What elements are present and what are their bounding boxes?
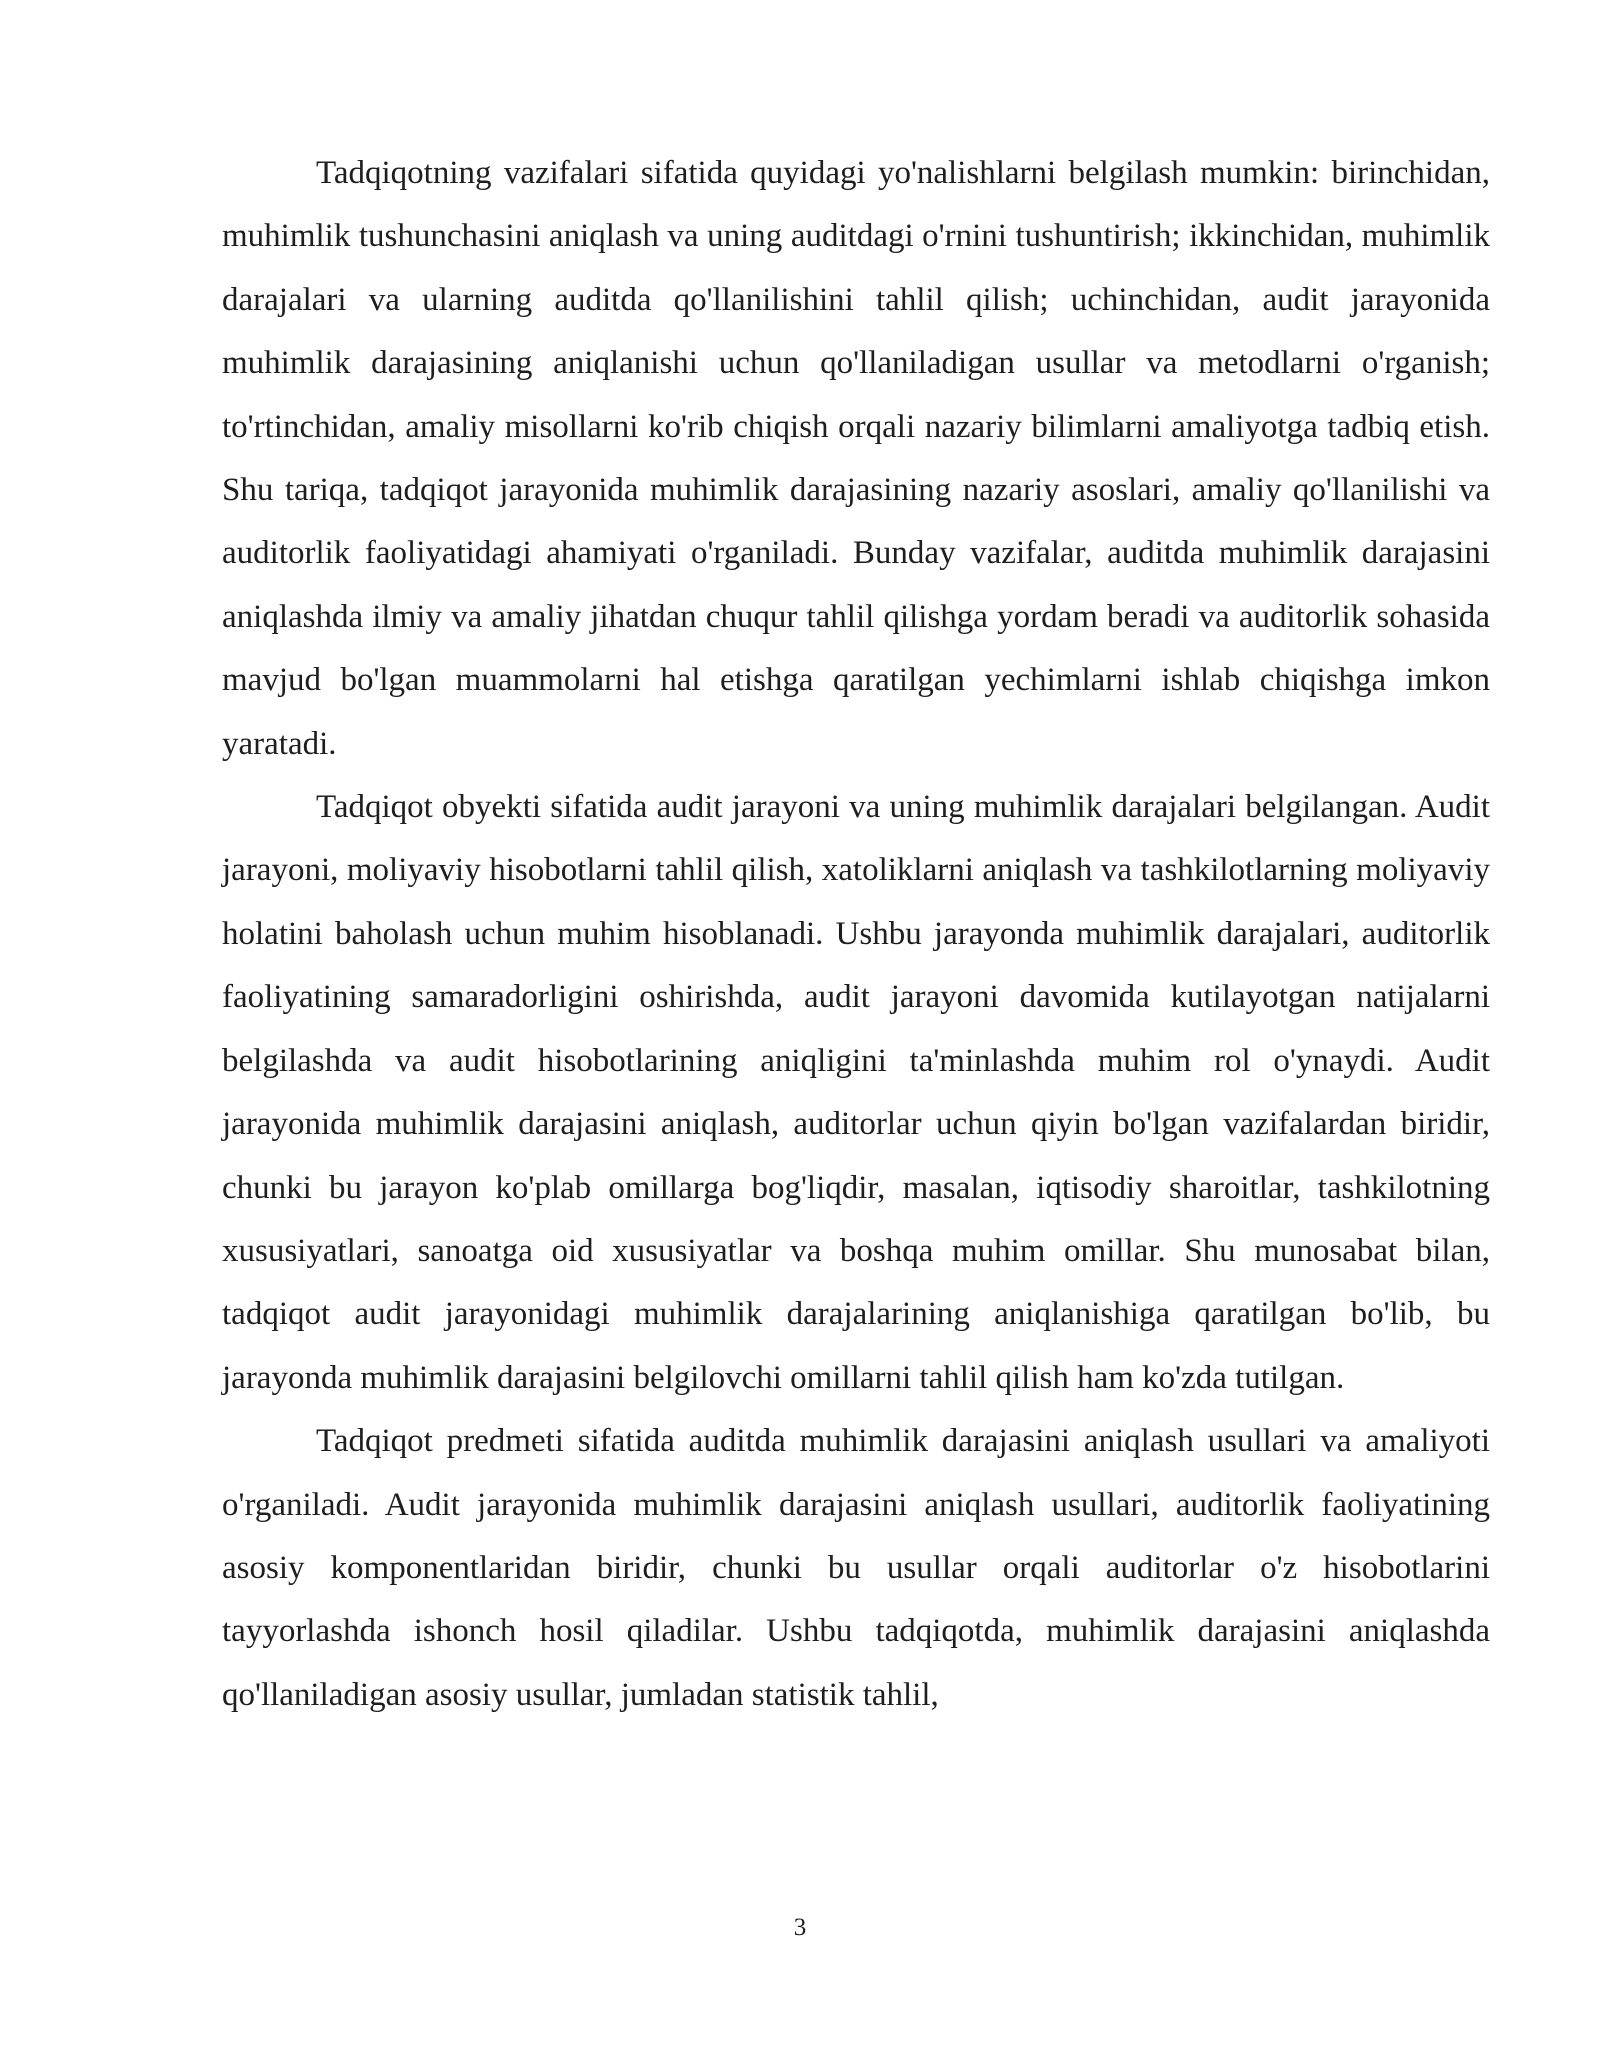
body-text — [222, 142, 1490, 1727]
paragraph-subject: Tadqiqot predmeti sifatida auditda muhimlik darajasini aniqlash usullari va amaliyoti o'rganiladi. Audit jarayonida muhimlik darajasini aniqlash usullari, auditorlik faoliyatining asosiy komponentlaridan biridir, chunki bu usullar orqali auditorlar o'z hisobotlarini tayyorlashda ishonch hosil qiladilar. Ushbu tadqiqotda, muhimlik darajasini aniqlashda qo'llaniladigan asosiy usullar, jumladan statistik tahlil, — [222, 1423, 1490, 1713]
paragraph-object: Tadqiqot obyekti sifatida audit jarayoni va uning muhimlik darajalari belgilangan. Audit jarayoni, moliyaviy hisobotlarni tahlil qilish, xatoliklarni aniqlash va tashkilotlarning moliyaviy holatini baholash uchun muhim hisoblanadi. Ushbu jarayonda muhimlik darajalari, auditorlik faoliyatining samaradorligini oshirishda, audit jarayoni davomida kutilayotgan natijalarni belgilashda va audit hisobotlarining aniqligini ta'minlashda muhim rol o'ynaydi. Audit jarayonida muhimlik darajasini aniqlash, auditorlar uchun qiyin bo'lgan vazifalardan biridir, chunki bu jarayon ko'plab omillarga bog'liqdir, masalan, iqtisodiy sharoitlar, tashkilotning xususiyatlari, sanoatga oid xususiyatlar va boshqa muhim omillar. Shu munosabat bilan, tadqiqot audit jarayonidagi muhimlik darajalarining aniqlanishiga qaratilgan bo'lib, bu jarayonda muhimlik darajasini belgilovchi omillarni tahlil qilish ham ko'zda tutilgan. — [222, 789, 1490, 1396]
page-number: 3 — [793, 1914, 807, 1941]
paragraph-tasks: Tadqiqotning vazifalari sifatida quyidagi yo'nalishlarni belgilash mumkin: birinchidan, muhimlik tushunchasini aniqlash va uning auditdagi o'rnini tushuntirish; ikkinchidan, muhimlik darajalari va ularning auditda qo'llanilishini tahlil qilish; uchinchidan, audit jarayonida muhimlik darajasining aniqlanishi uchun qo'llaniladigan usullar va metodlarni o'rganish; to'rtinchidan, amaliy misollarni ko'rib chiqish orqali nazariy bilimlarni amaliyotga tadbiq etish. Shu tariqa, tadqiqot jarayonida muhimlik darajasining nazariy asoslari, amaliy qo'llanilishi va auditorlik faoliyatidagi ahamiyati o'rganiladi. Bunday vazifalar, auditda muhimlik darajasini aniqlashda ilmiy va amaliy jihatdan chuqur tahlil qilishga yordam beradi va auditorlik sohasida mavjud bo'lgan muammolarni hal etishga qaratilgan yechimlarni ishlab chiqishga imkon yaratadi. — [222, 155, 1490, 762]
